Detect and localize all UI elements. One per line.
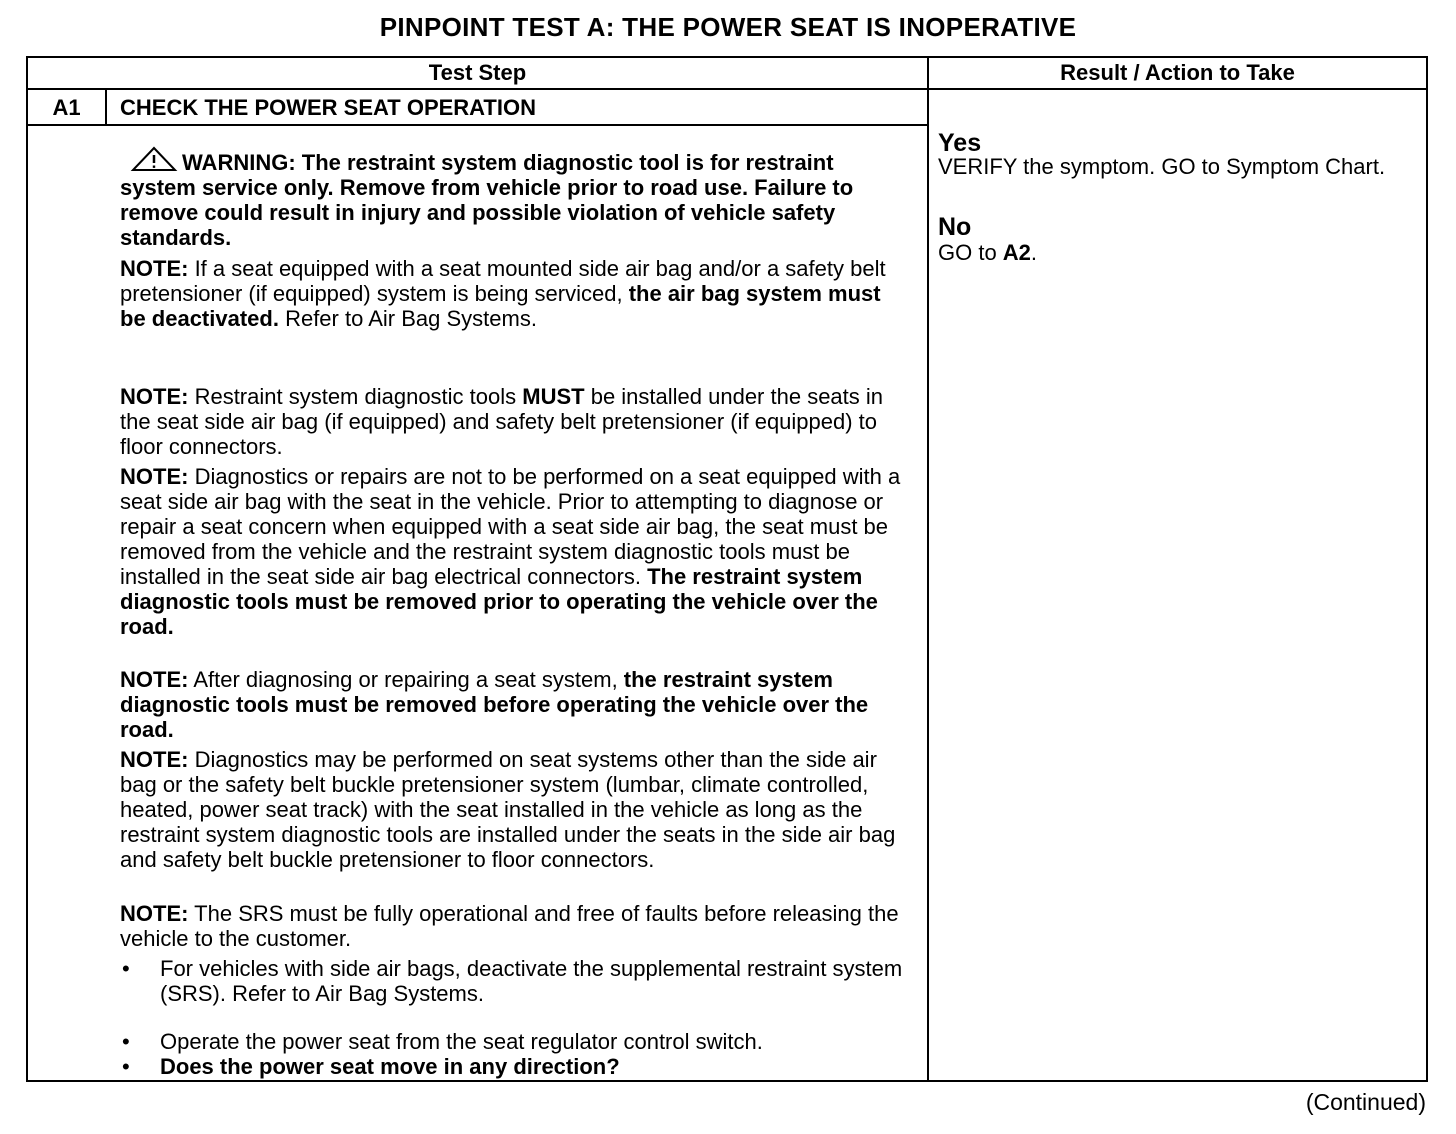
column-divider (927, 56, 929, 1082)
bullet-text: For vehicles with side air bags, deactivate the supplemental restraint system (SRS). Refer to Air Bag Systems. (160, 956, 903, 1006)
continued-label: (Continued) (1305, 1089, 1426, 1115)
step-id: A1 (52, 95, 81, 120)
step-id-divider (105, 88, 107, 126)
note-1 (120, 256, 910, 331)
note-bold: the air bag system must be deactivated. (120, 281, 881, 331)
bullet-text: Operate the power seat from the seat regulator control switch. (160, 1029, 763, 1054)
note-label: NOTE: (120, 384, 189, 409)
result-no-action (938, 240, 1408, 265)
warning-block (120, 146, 910, 250)
bullet-item (120, 956, 910, 1006)
note-text: If a seat equipped with a seat mounted side air bag and/or a safety belt pretensioner (if equipped) system is being serviced, (120, 256, 886, 306)
bullet-item (120, 1054, 910, 1079)
bullet-item (120, 1029, 910, 1054)
note-label: NOTE: (120, 464, 189, 489)
column-header-result: Result / Action to Take (1060, 60, 1295, 85)
result-yes-label: Yes (938, 129, 982, 157)
header-divider (26, 88, 1428, 90)
note-label: NOTE: (120, 256, 189, 281)
result-no-link[interactable]: A2 (1002, 240, 1031, 265)
result-no-text: . (1030, 240, 1038, 265)
note-4 (120, 667, 910, 742)
result-yes-text: VERIFY the symptom. GO to Symptom Chart. (938, 154, 1386, 179)
bullet-question: Does the power seat move in any direction? (160, 1054, 620, 1079)
step-divider (26, 124, 929, 126)
note-text: After diagnosing or repairing a seat system, (188, 667, 624, 692)
warning-text: WARNING: The restraint system diagnostic tool is for restraint system service only. Remove from vehicle prior to road use. Failure to remove could result in injury and possible violation of vehicle safety standards. (120, 150, 854, 250)
note-2 (120, 384, 910, 459)
note-text: Diagnostics or repairs are not to be performed on a seat equipped with a seat side air bag with the seat in the vehicle. Prior to attempting to diagnose or repair a seat concern when equipped with a seat side air bag, the seat must be removed from the vehicle and the restraint system diagnostic tools must be installed in the seat side air bag electrical connectors. (120, 464, 901, 589)
note-bold: the restraint system diagnostic tools must be removed before operating the vehicle over the road. (120, 667, 869, 742)
note-5 (120, 747, 910, 872)
bullet-icon: • (122, 956, 130, 981)
note-label: NOTE: (120, 901, 189, 926)
step-title: CHECK THE POWER SEAT OPERATION (120, 95, 536, 120)
note-text: The SRS must be fully operational and free of faults before releasing the vehicle to the customer. (120, 901, 899, 951)
note-text: Refer to Air Bag Systems. (278, 306, 537, 331)
bullet-icon: • (122, 1054, 130, 1079)
result-no-text: GO to (938, 240, 1003, 265)
column-header-test-step: Test Step (428, 60, 527, 85)
page-title: PINPOINT TEST A: THE POWER SEAT IS INOPERATIVE (379, 12, 1077, 42)
bullet-icon: • (122, 1029, 130, 1054)
warning-triangle-icon (130, 146, 178, 172)
note-6 (120, 901, 910, 951)
note-text: be installed under the seats in the seat side air bag (if equipped) and safety belt pretensioner (if equipped) to floor connectors. (120, 384, 884, 459)
note-label: NOTE: (120, 747, 189, 772)
note-3 (120, 464, 910, 639)
note-label: NOTE: (120, 667, 189, 692)
note-text: Restraint system diagnostic tools (188, 384, 523, 409)
note-bold: MUST (522, 384, 585, 409)
note-text: Diagnostics may be performed on seat systems other than the side air bag or the safety belt buckle pretensioner system (lumbar, climate controlled, heated, power seat track) with the seat installed in the vehicle as long as the restraint system diagnostic tools are installed under the seats in the side air bag and safety belt buckle pretensioner to floor connectors. (120, 747, 896, 872)
note-bold: The restraint system diagnostic tools must be removed prior to operating the vehicle over the road. (120, 564, 878, 639)
result-no-label: No (938, 213, 972, 241)
